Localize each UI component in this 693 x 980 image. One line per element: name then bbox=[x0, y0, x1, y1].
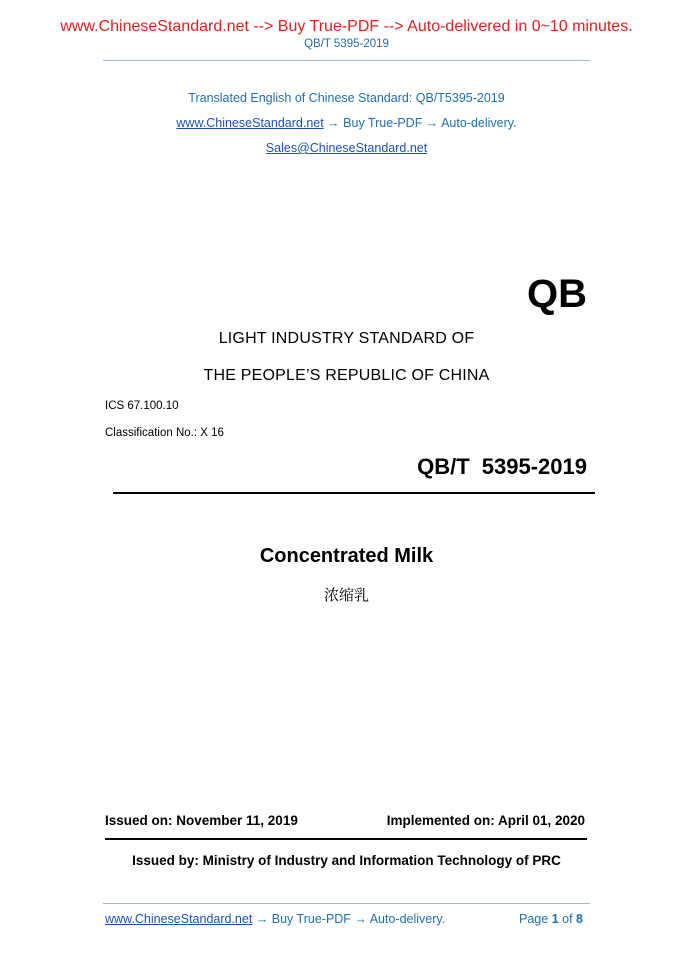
page-label: Page bbox=[519, 912, 549, 926]
page-indicator bbox=[519, 912, 583, 926]
standard-code: QB/T 5395-2019 bbox=[417, 454, 587, 479]
implemented-date: Implemented on: April 01, 2020 bbox=[386, 813, 585, 828]
document-title: Concentrated Milk bbox=[259, 545, 434, 567]
footer-site-link[interactable]: www.ChineseStandard.net bbox=[105, 912, 253, 926]
site-link[interactable]: www.ChineseStandard.net bbox=[176, 116, 324, 130]
email-line bbox=[0, 141, 693, 155]
standard-logo: QB bbox=[527, 272, 587, 316]
standard-title-line-1: LIGHT INDUSTRY STANDARD OF bbox=[218, 330, 475, 347]
purchase-line-text: → Buy True-PDF → Auto-delivery. bbox=[323, 116, 517, 130]
ics-number: ICS 67.100.10 bbox=[105, 400, 179, 412]
footer-purchase-text: → Buy True-PDF → Auto-delivery. bbox=[252, 912, 446, 926]
header-divider bbox=[103, 60, 590, 61]
code-divider bbox=[113, 492, 595, 494]
email-link[interactable]: Sales@ChineseStandard.net bbox=[265, 141, 428, 155]
header-standard-code: QB/T 5395-2019 bbox=[304, 38, 389, 50]
page-number: 1 bbox=[551, 912, 559, 926]
classification-number: Classification No.: X 16 bbox=[105, 427, 224, 439]
footer-divider bbox=[103, 903, 590, 904]
top-banner[interactable]: www.ChineseStandard.net --> Buy True-PDF --> Auto-delivered in 0~10 minutes. bbox=[60, 18, 633, 35]
translation-note: Translated English of Chinese Standard: QB/T5395-2019 bbox=[188, 91, 505, 105]
page-total: 8 bbox=[576, 912, 583, 926]
document-title-chinese: 浓缩乳 bbox=[323, 587, 369, 604]
dates-divider bbox=[105, 838, 587, 840]
page-of-label: of bbox=[562, 912, 573, 926]
issuing-authority: Issued by: Ministry of Industry and Information Technology of PRC bbox=[132, 853, 561, 868]
issued-date: Issued on: November 11, 2019 bbox=[105, 813, 298, 828]
standard-title-line-2: THE PEOPLE’S REPUBLIC OF CHINA bbox=[203, 367, 490, 384]
footer-purchase-line bbox=[105, 912, 445, 926]
purchase-line bbox=[0, 116, 693, 130]
